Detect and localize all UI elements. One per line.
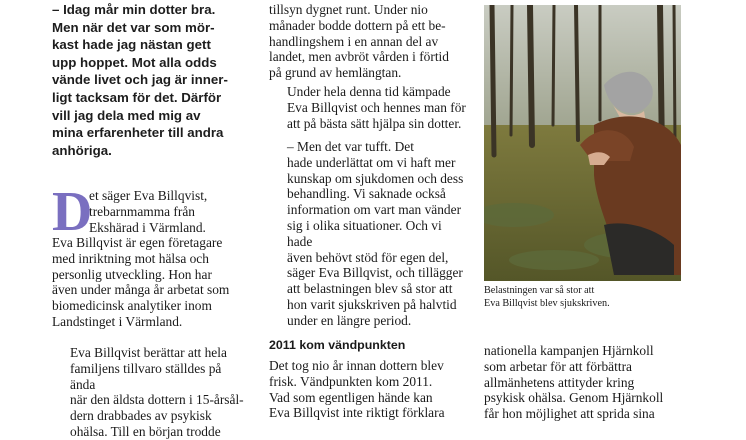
body-paragraph-1: Eva Billqvist är egen företagare med inriktning mot hälsa och personlig utveckling. Hon har även under många år arbetat som biomedicinsk analytiker inom Landstinget i Värmland. bbox=[52, 235, 230, 329]
body-paragraph-5: – Men det var tufft. Det hade underlättat om vi haft mer kunskap om sjukdomen och dess behandling. Vi saknade också information om vart man vänder sig i olika situationer. Och vi hade även behövt stöd för egen del, säger Eva Billqvist, och tillägger att belastningen blev så stor att hon varit sjukskriven på halvtid under en längre period. bbox=[287, 139, 464, 328]
portrait-photo bbox=[484, 5, 681, 281]
body-paragraph-2: Eva Billqvist berättar att hela familjens tillvaro ställdes på ända när den äldsta dottern i 15-årsål- dern drabbades av psykisk ohälsa. Till en början trodde bbox=[70, 345, 244, 439]
photo-caption: Belastningen var så stor att Eva Billqvist blev sjukskriven. bbox=[484, 285, 610, 309]
body-paragraph-7: nationella kampanjen Hjärnkoll som arbetar för att förbättra allmänhetens attityder kring psykisk ohälsa. Genom Hjärnkoll får hon möjlighet att sprida sina bbox=[484, 343, 664, 422]
body-paragraph-3: tillsyn dygnet runt. Under nio månader bodde dottern på ett be- handlingshem i en annan del av landet, men avbröt vården i förtid på grund av hemlängtan. bbox=[269, 2, 449, 81]
body-paragraph-6: Det tog nio år innan dottern blev frisk. Vändpunkten kom 2011. Vad som egentligen hände kan Eva Billqvist inte riktigt förklara bbox=[269, 358, 445, 421]
lead-quote: – Idag mår min dotter bra. Men när det var som mör- kast hade jag nästan gett upp hoppet. Mot alla odds vände livet och jag är inner- ligt tacksam för det. Därför vill jag dela med mig av mina erfarenheter till andra anhöriga. bbox=[52, 2, 228, 158]
drop-cap: D bbox=[52, 181, 93, 243]
body-paragraph-4: Under hela denna tid kämpade Eva Billqvist och hennes man för att på bästa sätt hjälpa sin dotter. bbox=[287, 84, 466, 131]
intro-lines: et säger Eva Billqvist, trebarnmamma från Ekshärad i Värmland. bbox=[89, 188, 208, 235]
section-heading: 2011 kom vändpunkten bbox=[269, 338, 406, 352]
